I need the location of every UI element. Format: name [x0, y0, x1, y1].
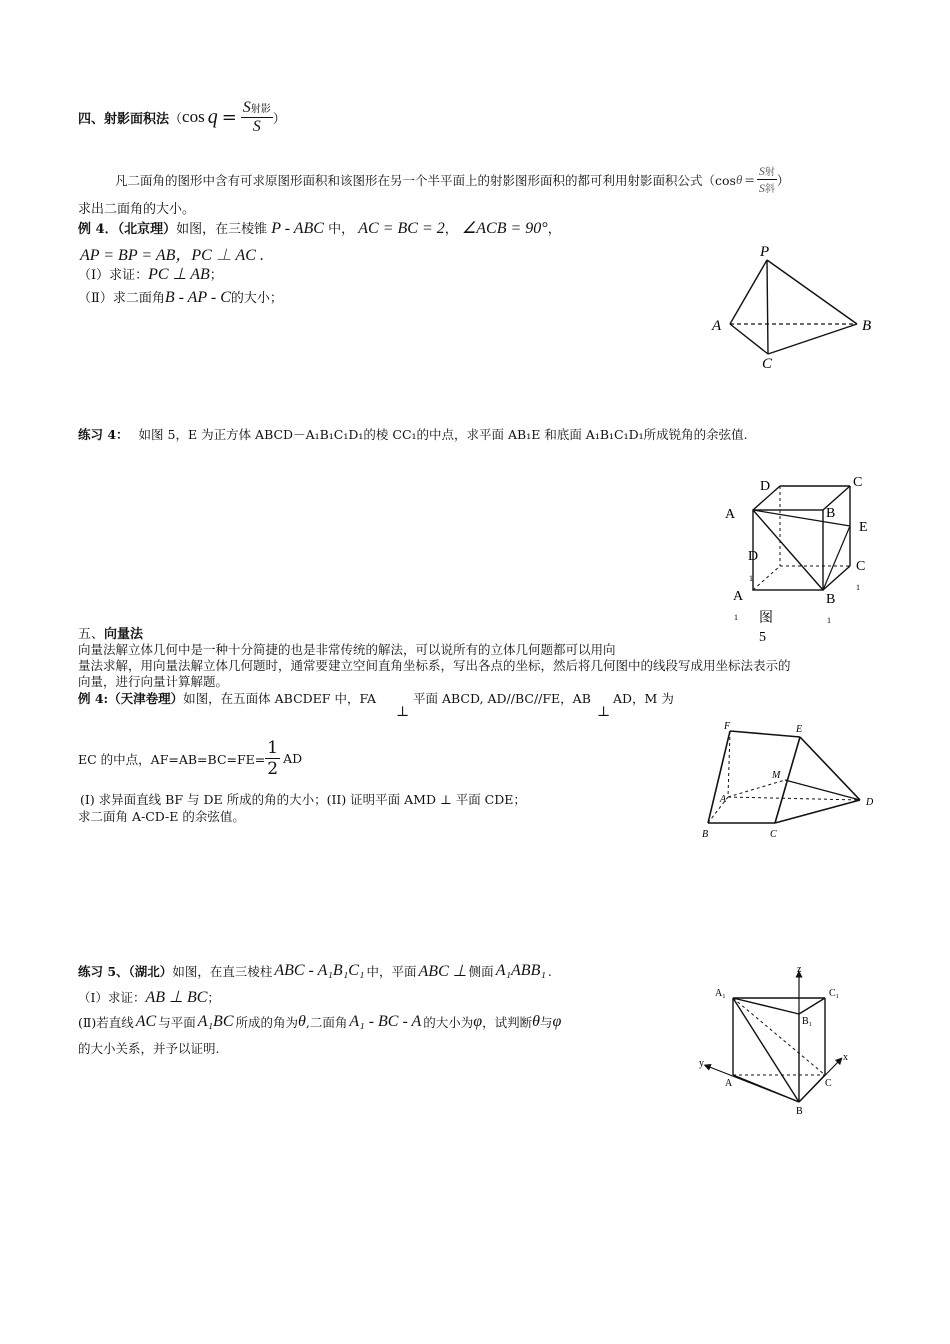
- svg-text:A: A: [720, 794, 727, 805]
- svg-text:B₁: B₁: [802, 1016, 813, 1027]
- label-d: D: [760, 479, 771, 494]
- label-b1: B: [826, 592, 836, 607]
- example4-line2: AP = BP = AB，PC ⊥ AC .: [80, 247, 264, 264]
- fraction-half: $\frac{1}{2}$: [267, 738, 279, 779]
- label-c: C: [762, 356, 773, 372]
- label-d1: D: [748, 549, 759, 564]
- edge-pb: [767, 260, 857, 324]
- cube-figure: [715, 470, 885, 650]
- section5-line2: 量法求解，用向量法解立体几何题时，通常要建立空间直角坐标系，写出各点的坐标，然后将几何图中的线段写成用坐标法表示的: [78, 658, 791, 673]
- formula-eq: =: [221, 106, 237, 128]
- svg-text:C₁: C₁: [829, 988, 840, 999]
- label-a: A: [712, 318, 722, 334]
- section5-heading: 五、向量法: [78, 627, 144, 642]
- svg-text:1: 1: [827, 616, 831, 625]
- example4b-line2: EC 的中点，AF=AB=BC=FE= $\frac{1}{2}$ AD: [78, 738, 303, 779]
- example4-q1: （Ⅰ）求证：PC ⊥ AB；: [78, 266, 223, 283]
- label-e: E: [859, 520, 868, 535]
- tetrahedron-figure: [700, 238, 890, 373]
- prism-figure: [695, 962, 870, 1122]
- perp-symbol-1: ⊥: [396, 704, 410, 720]
- svg-text:x: x: [843, 1052, 848, 1063]
- section4-paragraph: 凡二面角的图形中含有可求原图形面积和该图形在另一个半平面上的射影图形面积的都可利用射影面积公式（cos θ = $\frac{\text{S射}}{\text{S斜}}$ ）: [115, 164, 790, 195]
- example4-label: 例 4．（北京理）: [78, 222, 177, 237]
- formula-var: q: [207, 105, 218, 128]
- svg-text:C: C: [825, 1078, 832, 1089]
- label-a: A: [725, 507, 736, 522]
- section5-line3: 向量，进行向量计算解题。: [78, 674, 229, 689]
- svg-text:F: F: [724, 721, 731, 732]
- svg-text:A₁: A₁: [715, 988, 726, 999]
- label-b: B: [862, 318, 872, 334]
- label-p: P: [760, 244, 770, 260]
- svg-text:B: B: [796, 1106, 803, 1117]
- label-c: C: [853, 475, 863, 490]
- section5-line1: 向量法解立体几何中是一种十分简捷的也是非常传统的解法，可以说所有的立体几何题都可以用向: [78, 642, 616, 657]
- caption-fig: 图: [759, 611, 773, 626]
- svg-text:B: B: [702, 829, 709, 840]
- edge-bc: [768, 324, 857, 354]
- practice5-line1: 练习 5、（湖北） 如图，在直三棱柱 ABC - A₁B₁C₁ 中，平面 ABC ⊥ 侧面 A₁ABB₁ .: [78, 962, 552, 980]
- svg-text:M: M: [772, 770, 781, 781]
- label-a1: A: [733, 589, 744, 604]
- svg-text:C: C: [770, 829, 777, 840]
- section4-paragraph-end: 求出二面角的大小。: [78, 202, 196, 217]
- svg-text:E: E: [796, 724, 803, 735]
- caption-num: 5: [759, 630, 766, 645]
- section4-heading: 四、射影面积法: [78, 111, 170, 127]
- svg-text:1: 1: [856, 583, 860, 592]
- svg-text:A: A: [725, 1078, 733, 1089]
- practice4: 练习 4： 如图 5，E 为正方体 ABCD－A₁B₁C₁D₁的棱 CC₁的中点，求平面 AB₁E 和底面 A₁B₁C₁D₁所成锐角的余弦值.: [78, 427, 748, 442]
- edge-pc: [767, 260, 768, 354]
- practice5-q2: (Ⅱ)若直线 AC 与平面 A₁BC 所成的角为 θ ,二面角 A₁ - BC - A 的大小为 φ ，试判断 θ 与 φ: [78, 1013, 562, 1030]
- formula-cos: cos: [182, 107, 205, 126]
- example4b-label: 例 4:（天津卷理）: [78, 691, 184, 706]
- svg-text:y: y: [699, 1058, 704, 1069]
- edge-ac: [730, 324, 768, 354]
- example4b-line1: 例 4:（天津卷理）如图，在五面体 ABCDEF 中，FA: [78, 691, 377, 706]
- example4b-q2: 求二面角 A-CD-E 的余弦值。: [78, 809, 245, 824]
- svg-text:1: 1: [734, 613, 738, 622]
- label-b: B: [826, 506, 836, 521]
- practice5-q1: （Ⅰ）求证：AB ⊥ BC；: [78, 989, 220, 1006]
- formula-fraction: $\frac{\text{S射影}}{S}$: [242, 98, 271, 135]
- label-c1: C: [856, 559, 866, 574]
- svg-text:z: z: [797, 964, 802, 975]
- practice5-line3: 的大小关系，并予以证明.: [78, 1041, 220, 1056]
- practice5-label: 练习 5、（湖北）: [78, 964, 173, 979]
- example4-q2: （Ⅱ）求二面角B - AP - C的大小；: [78, 289, 283, 306]
- pentahedron-figure: [690, 715, 890, 845]
- example4-line1: 例 4．（北京理）如图，在三棱锥 P - ABC 中， AC = BC = 2， ∠ACB = 90°，: [78, 220, 561, 237]
- section4-heading-row: 四、射影面积法 （ cos q = $\frac{\text{S射影}}{S}$ ）: [78, 98, 286, 135]
- svg-text:D: D: [866, 797, 874, 808]
- example4b-q1: (I) 求异面直线 BF 与 DE 所成的角的大小；(II) 证明平面 AMD ⊥ 平面 CDE；: [80, 792, 526, 807]
- edge-pa: [730, 260, 767, 324]
- practice4-label: 练习 4：: [78, 427, 129, 442]
- svg-text:1: 1: [749, 574, 753, 583]
- perp-symbol-2: ⊥: [597, 704, 611, 720]
